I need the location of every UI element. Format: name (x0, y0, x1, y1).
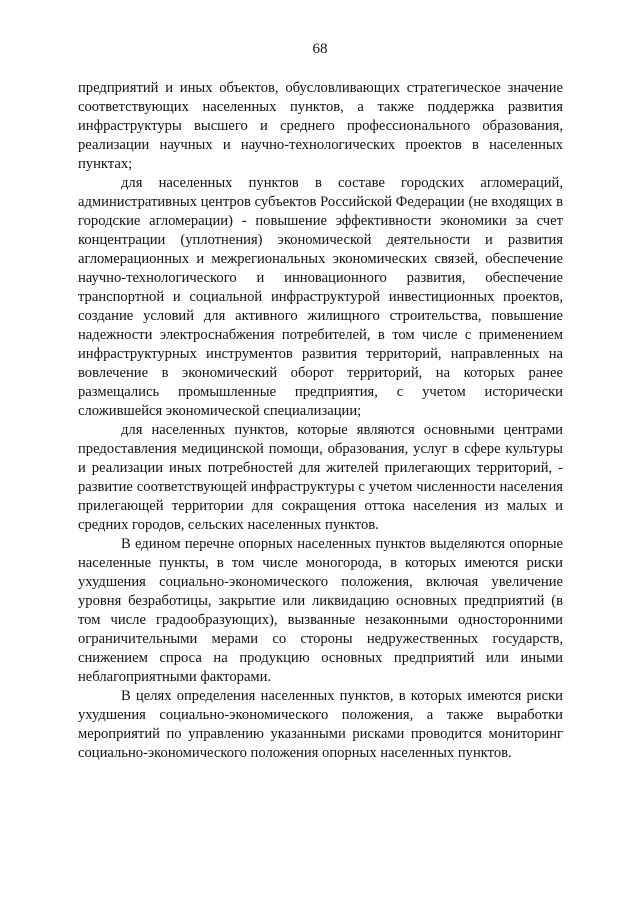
paragraph-risk-settlements: В едином перечне опорных населенных пунктов выделяются опорные населенные пункты, в том числе моногорода, в которых имеются риски ухудшения социально-экономического положения, включая увеличение уровня безработицы, закрытие или ликвидацию основных предприятий (в том числе градообразующих), вызванные незаконными односторонними ограничительными мерами со стороны недружественных государств, снижением спроса на продукцию основных предприятий или иными неблагоприятными факторами. (78, 536, 563, 685)
paragraph-urban-agglomerations: для населенных пунктов в составе городских агломераций, административных центров субъектов Российской Федерации (не входящих в городские агломерации) - повышение эффективности экономики за счет концентрации (уплотнения) экономической деятельности и развития агломерационных и межрегиональных экономических связей, обеспечение научно-технологического и инновационного развития, обеспечение транспортной и социальной инфраструктурой инвестиционных проектов, создание условий для активного жилищного строительства, повышение надежности электроснабжения потребителей, в том числе с применением инфраструктурных инструментов развития территорий, направленных на вовлечение в экономический оборот территорий, на которых ранее размещались промышленные предприятия, с учетом исторически сложившейся экономической специализации; (78, 175, 563, 419)
paragraph-service-centers: для населенных пунктов, которые являются основными центрами предоставления медицинской помощи, образования, услуг в сфере культуры и реализации иных потребностей для жителей прилегающих территорий, - развитие соответствующей инфраструктуры с учетом численности населения прилегающей территории для сокращения оттока населения из малых и средних городов, сельских населенных пунктов. (78, 422, 563, 533)
paragraph-continuation: предприятий и иных объектов, обусловливающих стратегическое значение соответствующих населенных пунктов, а также поддержка развития инфраструктуры высшего и среднего профессионального образования, реализации научных и научно-технологических проектов в населенных пунктах; (78, 80, 563, 172)
paragraph-monitoring: В целях определения населенных пунктов, в которых имеются риски ухудшения социально-экономического положения, а также выработки мероприятий по управлению указанными рисками проводится мониторинг социально-экономического положения опорных населенных пунктов. (78, 688, 563, 761)
document-body (78, 79, 563, 763)
page-number: 68 (312, 41, 328, 57)
